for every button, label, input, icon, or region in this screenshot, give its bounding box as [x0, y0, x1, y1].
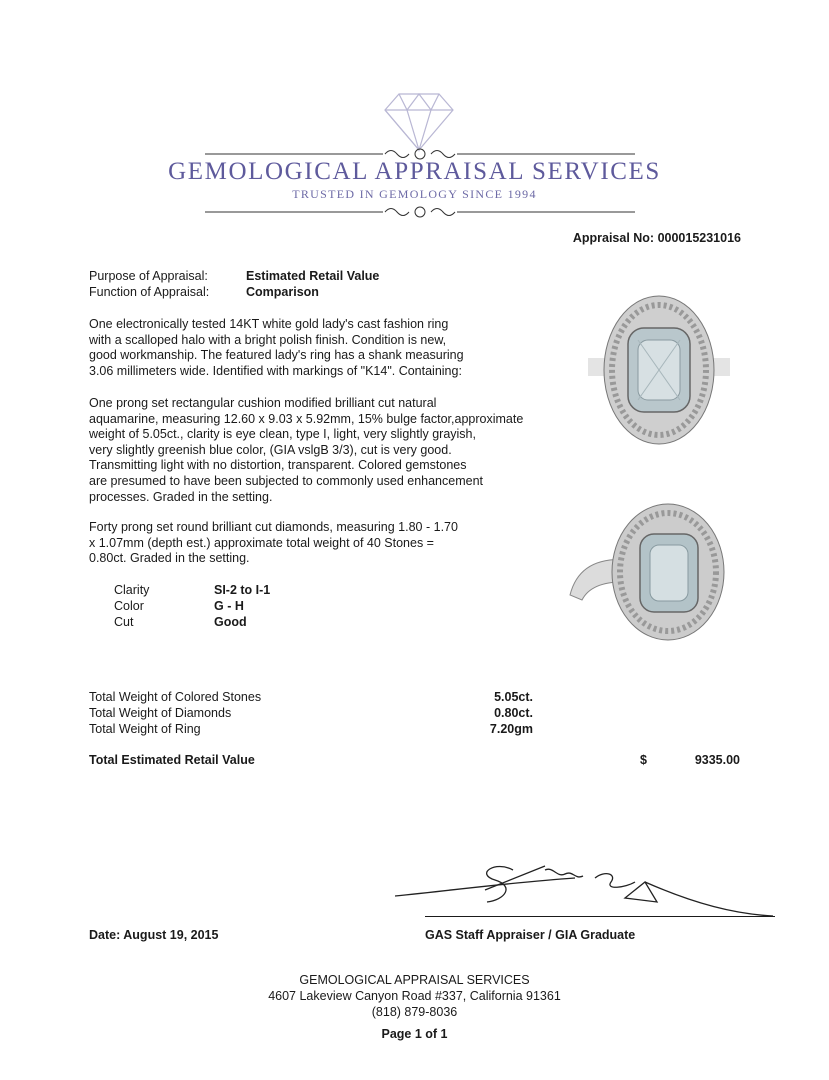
- grand-total-currency: $: [640, 753, 647, 767]
- company-title: GEMOLOGICAL APPRAISAL SERVICES: [168, 158, 661, 185]
- function-label: Function of Appraisal:: [89, 285, 210, 299]
- appraiser-title: GAS Staff Appraiser / GIA Graduate: [425, 928, 636, 942]
- grading-label: Color: [114, 599, 144, 613]
- footer-company-name: GEMOLOGICAL APPRAISAL SERVICES: [299, 973, 530, 987]
- grading-label: Cut: [114, 615, 134, 629]
- appraiser-signature: [395, 852, 775, 922]
- ornament-divider-bottom: [205, 203, 635, 221]
- grading-value: SI-2 to I-1: [214, 583, 271, 597]
- grand-total-value: 9335.00: [694, 753, 740, 767]
- appraisal-date: Date: August 19, 2015: [89, 928, 219, 942]
- page-number: Page 1 of 1: [381, 1027, 448, 1041]
- grading-value: G - H: [214, 599, 244, 613]
- diamonds-description: Forty prong set round brilliant cut diamonds, measuring 1.80 - 1.70 x 1.07mm (depth est.) approximate total weight of 40 Stones = 0.80ct. Graded in the setting.: [89, 520, 458, 566]
- footer-address: 4607 Lakeview Canyon Road #337, California 91361: [268, 989, 561, 1003]
- company-tagline: TRUSTED IN GEMOLOGY SINCE 1994: [292, 187, 537, 201]
- grading-label: Clarity: [114, 583, 150, 597]
- total-row: [0, 706, 829, 722]
- footer-phone: (818) 879-8036: [371, 1005, 458, 1019]
- purpose-label: Purpose of Appraisal:: [89, 269, 208, 283]
- grading-value: Good: [214, 615, 247, 629]
- total-label: Total Weight of Colored Stones: [89, 690, 262, 704]
- total-value: 0.80ct.: [494, 706, 533, 720]
- total-value: 7.20gm: [489, 722, 533, 736]
- ring-description: One electronically tested 14KT white gold lady's cast fashion ring with a scalloped halo with a bright polish finish. Condition is new, good workmanship. The featured lady's ring has a shank measuring 3.06 millimeters wide. Identified with markings of "K14". Containing:: [89, 317, 464, 378]
- diamond-logo-icon: [383, 90, 455, 152]
- total-row: [0, 722, 829, 738]
- total-row: [0, 690, 829, 706]
- center-stone-description: One prong set rectangular cushion modified brilliant cut natural aquamarine, measuring 12.60 x 9.03 x 5.92mm, 15% bulge factor,approximate weight of 5.05ct., clarity is eye clean, type I, light, very slightly grayish, very slightly greenish blue color, (GIA vslgB 3/3), cut is very good. Transmitting light with no distortion, transparent. Colored gemstones are presumed to have been subjected to commonly used enhancement processes. Graded in the setting.: [89, 396, 524, 504]
- purpose-value: Estimated Retail Value: [246, 269, 380, 283]
- total-label: Total Weight of Diamonds: [89, 706, 232, 720]
- appraisal-number: Appraisal No: 000015231016: [572, 231, 741, 245]
- total-label: Total Weight of Ring: [89, 722, 201, 736]
- signature-line: [425, 916, 775, 917]
- grand-total-label: Total Estimated Retail Value: [89, 753, 255, 767]
- total-value: 5.05ct.: [494, 690, 533, 704]
- ring-top-view-image: [588, 292, 730, 448]
- function-value: Comparison: [246, 285, 319, 299]
- ring-side-view-image: [560, 500, 730, 650]
